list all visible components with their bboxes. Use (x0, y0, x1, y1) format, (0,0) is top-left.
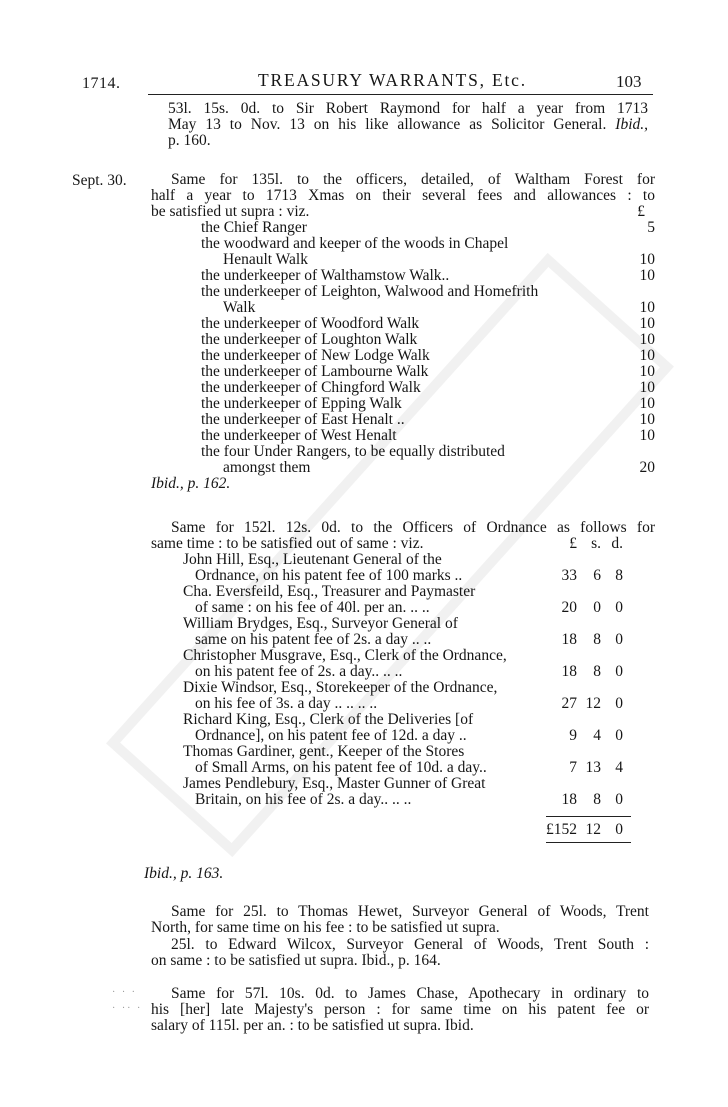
officer-amount: 20 (639, 459, 655, 476)
officer-line: Dixie Windsor, Esq., Storekeeper of the Ordnance, (183, 679, 498, 696)
ordnance-officer (151, 680, 655, 712)
ordnance-officer-list (151, 552, 655, 808)
entry-line: his [her] late Majesty's person : for same time on his patent fee or (151, 1001, 649, 1018)
entry-waltham-forest (151, 172, 655, 492)
forest-officer-line (201, 364, 655, 380)
amount-pounds: 18 (561, 631, 577, 648)
amount-shillings: 6 (593, 567, 601, 584)
ordnance-officer (151, 712, 655, 744)
entry-hewet (151, 904, 649, 936)
amount-pounds: 18 (561, 663, 577, 680)
forest-officer-line (201, 316, 655, 332)
amount-pence: 0 (615, 727, 623, 744)
forest-officer-line (201, 396, 655, 412)
officer-amount: 10 (639, 395, 655, 412)
forest-officer-line (201, 428, 655, 444)
officer-line: Cha. Eversfeild, Esq., Treasurer and Paymaster (183, 583, 476, 600)
entry-line: half a year to 1713 Xmas on their several fees and allowances : to (151, 187, 655, 204)
officer-line: Thomas Gardiner, gent., Keeper of the Stores (183, 743, 465, 760)
entry-line: Same for 57l. 10s. 0d. to James Chase, Apothecary in ordinary to (171, 985, 649, 1002)
amount-shillings: 8 (593, 663, 601, 680)
officer-name: the Chief Ranger (201, 219, 307, 236)
officer-name: the underkeeper of Lambourne Walk (201, 363, 429, 380)
entry-line: be satisfied ut supra : viz. £ (151, 203, 645, 220)
officer-line: William Brydges, Esq., Surveyor General of (183, 615, 458, 632)
forest-officer-line (201, 460, 655, 476)
officer-line: Ordnance, on his patent fee of 100 marks .. (195, 567, 463, 584)
ordnance-officer (151, 744, 655, 776)
officer-amount: 10 (639, 315, 655, 332)
officer-name: Henault Walk (223, 251, 308, 268)
entry-line: Same for 25l. to Thomas Hewet, Surveyor General of Woods, Trent (171, 903, 649, 920)
entry-raymond (168, 101, 648, 149)
officer-line: Richard King, Esq., Clerk of the Deliveries [of (183, 711, 474, 728)
officer-amount: 10 (639, 363, 655, 380)
amount-pounds: 27 (561, 695, 577, 712)
officer-line: Britain, on his fee of 2s. a day.. .. .. (195, 791, 412, 808)
entry-ordnance (151, 520, 655, 844)
officer-name: the underkeeper of Chingford Walk (201, 379, 421, 396)
reference: Ibid., p. 162. (151, 475, 231, 492)
entry-line: on same : to be satisfied ut supra. Ibid., p. 164. (151, 952, 441, 969)
margin-mark: · · · · ·· · (112, 987, 143, 1014)
amount-pounds: 18 (561, 791, 577, 808)
ordnance-officer (151, 776, 655, 808)
amount-pence: 0 (615, 695, 623, 712)
amount-shillings: 4 (593, 727, 601, 744)
officer-name: the underkeeper of East Henalt .. (201, 411, 405, 428)
amount-pence: 8 (615, 567, 623, 584)
amount-pounds: 33 (561, 567, 577, 584)
officer-line: same on his patent fee of 2s. a day .. .. (195, 631, 432, 648)
forest-officer-line (201, 252, 655, 268)
ordnance-officer (151, 552, 655, 584)
column-head-pounds: £ (569, 535, 577, 552)
officer-name: the woodward and keeper of the woods in Chapel (201, 235, 509, 252)
page-number: 103 (616, 72, 642, 91)
forest-officer-line (201, 268, 655, 284)
entry-line: 53l. 15s. 0d. to Sir Robert Raymond for half a year from 1713 (168, 100, 648, 117)
officer-line: Christopher Musgrave, Esq., Clerk of the Ordnance, (183, 647, 507, 664)
amount-pence: 0 (615, 791, 623, 808)
running-head-year: 1714. (82, 75, 121, 92)
entry-line: p. 160. (168, 132, 211, 149)
entry-line: salary of 115l. per an. : to be satisfied ut supra. Ibid. (151, 1017, 474, 1034)
ordnance-officer (151, 584, 655, 616)
forest-officer-line (201, 220, 655, 236)
total-rule-bottom (546, 842, 631, 843)
officer-line: on his fee of 3s. a day .. .. .. .. (195, 695, 378, 712)
column-head-pence: d. (611, 535, 623, 552)
ordnance-officer (151, 616, 655, 648)
forest-officer-list (151, 220, 655, 476)
entry-line: Same for 135l. to the officers, detailed, of Waltham Forest for (171, 171, 655, 188)
officer-amount: 10 (639, 251, 655, 268)
amount-pence: 0 (615, 599, 623, 616)
amount-pounds: 7 (569, 759, 577, 776)
forest-officer-line (201, 348, 655, 364)
entry-line: same time : to be satisfied out of same : viz. £ s. d. (151, 535, 623, 552)
amount-pounds: 20 (561, 599, 577, 616)
officer-name: the underkeeper of Walthamstow Walk.. (201, 267, 450, 284)
officer-line: Ordnance], on his patent fee of 12d. a day .. (195, 727, 467, 744)
officer-amount: 10 (639, 331, 655, 348)
officer-amount: 10 (639, 267, 655, 284)
reference: Ibid., p. 163. (144, 865, 224, 882)
amount-pence: 0 (615, 631, 623, 648)
running-head-title: TREASURY WARRANTS, Etc. (258, 70, 527, 90)
forest-officer-line (201, 380, 655, 396)
officer-line: of Small Arms, on his patent fee of 10d. a day.. (195, 759, 487, 776)
officer-amount: 10 (639, 427, 655, 444)
total-pounds: £152 (546, 821, 577, 838)
amount-shillings: 8 (593, 791, 601, 808)
officer-name: the underkeeper of West Henalt (201, 427, 397, 444)
entry-line: 25l. to Edward Wilcox, Surveyor General of Woods, Trent South : (171, 936, 649, 953)
forest-officer-line (201, 284, 655, 300)
entry-line: May 13 to Nov. 13 on his like allowance as Solicitor General. Ibid., (168, 116, 648, 133)
total-shillings: 12 (585, 821, 601, 838)
officer-name: the four Under Rangers, to be equally distributed (201, 443, 505, 460)
total-pence: 0 (615, 821, 623, 838)
amount-shillings: 0 (593, 599, 601, 616)
officer-name: the underkeeper of New Lodge Walk (201, 347, 430, 364)
amount-shillings: 12 (585, 695, 601, 712)
margin-date: Sept. 30. (72, 172, 127, 189)
forest-officer-line (201, 412, 655, 428)
amount-shillings: 13 (585, 759, 601, 776)
officer-name: the underkeeper of Leighton, Walwood and Homefrith (201, 283, 539, 300)
total-row (151, 808, 655, 844)
forest-officer-line (201, 236, 655, 252)
officer-amount: 10 (639, 379, 655, 396)
officer-amount: 10 (639, 347, 655, 364)
officer-line: on his patent fee of 2s. a day.. .. .. (195, 663, 403, 680)
officer-line: of same : on his fee of 40l. per an. .. .. (195, 599, 430, 616)
forest-officer-line (201, 332, 655, 348)
officer-name: the underkeeper of Woodford Walk (201, 315, 420, 332)
ordnance-officer (151, 648, 655, 680)
officer-line: John Hill, Esq., Lieutenant General of the (183, 551, 442, 568)
officer-amount: 10 (639, 411, 655, 428)
forest-officer-line (201, 300, 655, 316)
officer-amount: 5 (647, 219, 655, 236)
currency-heading: £ (637, 203, 645, 220)
officer-name: Walk (223, 299, 256, 316)
amount-pounds: 9 (569, 727, 577, 744)
entry-wilcox (151, 937, 649, 969)
amount-shillings: 8 (593, 631, 601, 648)
column-head-shillings: s. (591, 535, 601, 552)
officer-name: the underkeeper of Loughton Walk (201, 331, 418, 348)
amount-pence: 4 (615, 759, 623, 776)
entry-line: North, for same time on his fee : to be satisfied ut supra. (151, 919, 500, 936)
entry-line: Same for 152l. 12s. 0d. to the Officers of Ordnance as follows for (171, 519, 655, 536)
officer-name: the underkeeper of Epping Walk (201, 395, 402, 412)
total-rule-top (546, 816, 631, 817)
entry-chase (151, 986, 649, 1034)
officer-line: James Pendlebury, Esq., Master Gunner of Great (183, 775, 486, 792)
officer-name: amongst them (223, 459, 311, 476)
amount-pence: 0 (615, 663, 623, 680)
header-rule (148, 94, 653, 95)
officer-amount: 10 (639, 299, 655, 316)
forest-officer-line (201, 444, 655, 460)
